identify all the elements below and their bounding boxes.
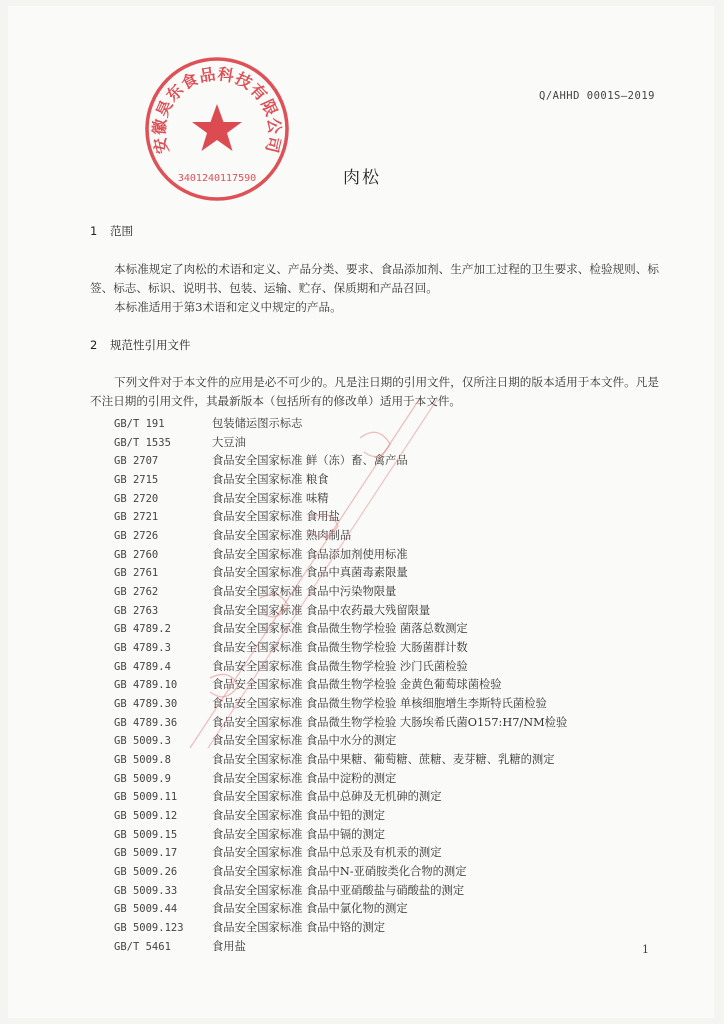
reference-item — [114, 546, 674, 565]
reference-title: 食品安全国家标准 食品中果糖、葡萄糖、蔗糖、麦芽糖、乳糖的测定 — [212, 753, 555, 767]
section-heading-normative-references — [90, 337, 191, 353]
reference-item — [114, 471, 674, 490]
reference-item — [114, 900, 674, 919]
reference-title: 食品安全国家标准 食品中铅的测定 — [212, 809, 386, 823]
reference-code: GB 5009.12 — [114, 810, 178, 823]
seal-star-icon — [192, 104, 242, 151]
reference-title: 食品安全国家标准 食品中农药最大残留限量 — [212, 603, 431, 617]
reference-item — [114, 695, 674, 714]
reference-code: GB 2761 — [114, 567, 159, 580]
reference-title: 食用盐 — [212, 939, 246, 953]
reference-code: GB 5009.15 — [114, 828, 178, 841]
reference-title: 食品安全国家标准 食品中真菌毒素限量 — [212, 566, 408, 580]
section-number: 2 — [90, 338, 98, 352]
reference-code: GB 5009.9 — [114, 772, 171, 785]
reference-title: 食品安全国家标准 食品微生物学检验 大肠埃希氏菌O157:H7/NM检验 — [212, 715, 568, 729]
reference-code: GB 2721 — [114, 511, 159, 524]
reference-title: 食品安全国家标准 食品中总砷及无机砷的测定 — [212, 790, 442, 804]
reference-item — [114, 770, 674, 789]
reference-title: 食品安全国家标准 食品中水分的测定 — [212, 734, 397, 748]
reference-code: GB 2760 — [114, 548, 159, 561]
reference-item — [114, 882, 674, 901]
reference-code: GB 5009.8 — [114, 754, 171, 767]
reference-code: GB 5009.3 — [114, 735, 171, 748]
section-heading-scope — [90, 223, 133, 239]
reference-code: GB 5009.17 — [114, 847, 178, 860]
reference-item — [114, 919, 674, 938]
reference-item — [114, 844, 674, 863]
reference-title: 食品安全国家标准 食品中亚硝酸盐与硝酸盐的测定 — [212, 883, 465, 897]
scope-paragraphs — [90, 260, 665, 317]
reference-item — [114, 415, 674, 434]
document-title: 肉松 — [343, 168, 381, 188]
reference-code: GB 2726 — [114, 530, 159, 543]
reference-item — [114, 434, 674, 453]
reference-item — [114, 788, 674, 807]
reference-item — [114, 639, 674, 658]
reference-item — [114, 508, 674, 527]
section-title: 范围 — [110, 224, 133, 238]
reference-title: 食品安全国家标准 食品中淀粉的测定 — [212, 771, 397, 785]
paragraph: 本标准适用于第3术语和定义中规定的产品。 — [114, 300, 342, 314]
reference-title: 食品安全国家标准 食品微生物学检验 菌落总数测定 — [212, 622, 468, 636]
reference-code: GB 5009.26 — [114, 866, 178, 879]
reference-item — [114, 602, 674, 621]
reference-code: GB 5009.44 — [114, 903, 178, 916]
reference-code: GB/T 191 — [114, 418, 165, 430]
reference-title: 食品安全国家标准 粮食 — [212, 473, 329, 487]
paragraph: 下列文件对于本文件的应用是必不可少的。凡是注日期的引用文件，仅所注日期的版本适用于本文件。凡是不注日期的引用文件，其最新版本（包括所有的修改单）适用于本文件。 — [90, 375, 659, 408]
paragraph: 本标准规定了肉松的术语和定义、产品分类、要求、食品添加剂、生产加工过程的卫生要求、检验规则、标签、标志、标识、说明书、包装、运输、贮存、保质期和产品召回。 — [90, 262, 659, 295]
reference-item — [114, 938, 674, 957]
reference-item — [114, 620, 674, 639]
reference-title: 食品安全国家标准 鲜（冻）畜、禽产品 — [212, 454, 408, 468]
reference-code: GB 4789.3 — [114, 642, 171, 655]
reference-title: 食品安全国家标准 食品微生物学检验 金黄色葡萄球菌检验 — [212, 678, 502, 692]
reference-code: GB 5009.123 — [114, 922, 184, 935]
reference-code: GB 4789.4 — [114, 660, 171, 673]
svg-text:3401240117590: 3401240117590 — [177, 173, 257, 184]
reference-title: 食品安全国家标准 食品中氯化物的测定 — [212, 902, 408, 916]
reference-item — [114, 564, 674, 583]
reference-title: 食品安全国家标准 食品中镉的测定 — [212, 827, 386, 841]
document-number: Q/AHHD 0001S—2019 — [539, 90, 655, 102]
reference-title: 食品安全国家标准 熟肉制品 — [212, 529, 352, 543]
reference-title: 食品安全国家标准 食品微生物学检验 沙门氏菌检验 — [212, 659, 468, 673]
reference-item — [114, 863, 674, 882]
reference-code: GB 5009.11 — [114, 791, 178, 804]
reference-title: 食品安全国家标准 食品中铬的测定 — [212, 921, 386, 935]
section-number: 1 — [90, 224, 98, 238]
reference-title: 食品安全国家标准 食品中N-亚硝胺类化合物的测定 — [212, 865, 467, 879]
reference-title: 食品安全国家标准 食用盐 — [212, 510, 340, 524]
reference-item — [114, 826, 674, 845]
page-number: 1 — [642, 943, 649, 956]
reference-title: 食品安全国家标准 食品中总汞及有机汞的测定 — [212, 846, 442, 860]
reference-code: GB 2762 — [114, 586, 159, 599]
reference-item — [114, 583, 674, 602]
reference-code: GB 5009.33 — [114, 884, 178, 897]
reference-title: 食品安全国家标准 食品微生物学检验 大肠菌群计数 — [212, 641, 468, 655]
reference-item — [114, 751, 674, 770]
reference-title: 食品安全国家标准 味精 — [212, 491, 329, 505]
reference-item — [114, 490, 674, 509]
reference-item — [114, 658, 674, 677]
reference-title: 食品安全国家标准 食品中污染物限量 — [212, 585, 397, 599]
reference-item — [114, 714, 674, 733]
reference-item — [114, 452, 674, 471]
reference-title: 包装储运图示标志 — [212, 417, 303, 430]
reference-code: GB 4789.30 — [114, 698, 178, 711]
reference-item — [114, 807, 674, 826]
reference-code: GB 4789.2 — [114, 623, 171, 636]
reference-item — [114, 527, 674, 546]
reference-title: 食品安全国家标准 食品添加剂使用标准 — [212, 547, 408, 561]
section-title: 规范性引用文件 — [110, 338, 191, 352]
reference-code: GB 2715 — [114, 474, 159, 487]
reference-code: GB 2720 — [114, 492, 159, 505]
reference-code: GB 4789.10 — [114, 679, 178, 692]
reference-item — [114, 732, 674, 751]
reference-code: GB 2763 — [114, 604, 159, 617]
references-intro — [90, 373, 665, 411]
reference-list — [114, 415, 674, 956]
svg-text:安徽昊东食品科技有限公司: 安徽昊东食品科技有限公司 — [149, 64, 285, 156]
reference-code: GB/T 1535 — [114, 436, 171, 449]
reference-title: 大豆油 — [212, 435, 246, 449]
reference-code: GB 2707 — [114, 455, 159, 468]
reference-code: GB 4789.36 — [114, 716, 178, 729]
reference-item — [114, 676, 674, 695]
reference-code: GB/T 5461 — [114, 940, 171, 953]
reference-title: 食品安全国家标准 食品微生物学检验 单核细胞增生李斯特氏菌检验 — [212, 697, 547, 711]
